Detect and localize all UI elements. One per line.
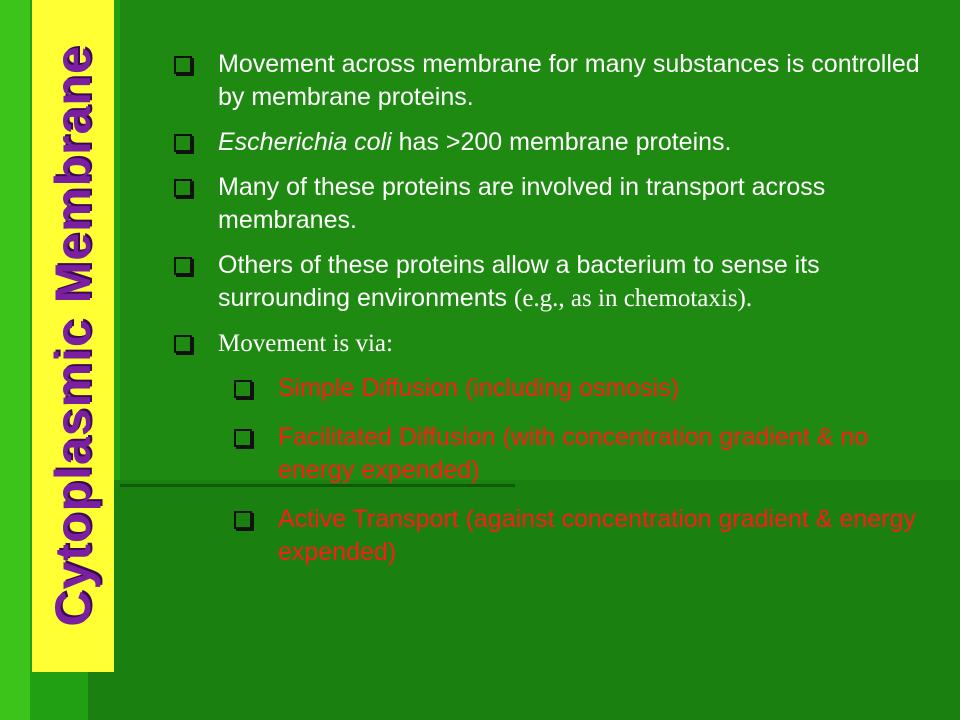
bullet-item [170, 327, 930, 360]
background-left-strip [0, 0, 30, 720]
sub-bullet-text: Facilitated Diffusion (with concentration gradient & no energy expended) [278, 423, 869, 484]
checkbox-square-icon [234, 429, 252, 447]
checkbox-square-icon [234, 511, 252, 529]
checkbox-square-icon [174, 56, 192, 74]
bullet-item [170, 249, 930, 315]
bullet-text: has >200 membrane proteins. [391, 128, 732, 156]
bullet-italic-text: Escherichia coli [218, 128, 392, 156]
checkbox-square-icon [174, 257, 192, 275]
sub-bullet-item [230, 421, 930, 487]
sub-bullet-item [230, 503, 930, 569]
bullet-serif-text: Movement is via: [218, 330, 393, 357]
checkbox-square-icon [174, 179, 192, 197]
checkbox-square-icon [174, 335, 192, 353]
bullet-item [170, 171, 930, 237]
bullet-serif-text: (e.g., as in chemotaxis). [514, 285, 753, 312]
checkbox-square-icon [234, 380, 252, 398]
checkbox-square-icon [174, 134, 192, 152]
sub-bullet-text: Simple Diffusion (including osmosis) [278, 374, 680, 402]
sub-bullet-item [230, 372, 930, 405]
slide-content [170, 48, 930, 585]
bullet-text: Many of these proteins are involved in transport across membranes. [218, 173, 826, 234]
bullet-text: Others of these proteins allow a bacterium to sense its surrounding environments [218, 251, 820, 312]
bullet-item [170, 48, 930, 114]
bullet-item [170, 126, 930, 159]
slide-title: Cytoplasmic Membrane [45, 45, 101, 627]
bullet-text: Movement across membrane for many substances is controlled by membrane proteins. [218, 50, 920, 111]
sub-bullet-text: Active Transport (against concentration gradient & energy expended) [278, 505, 916, 566]
